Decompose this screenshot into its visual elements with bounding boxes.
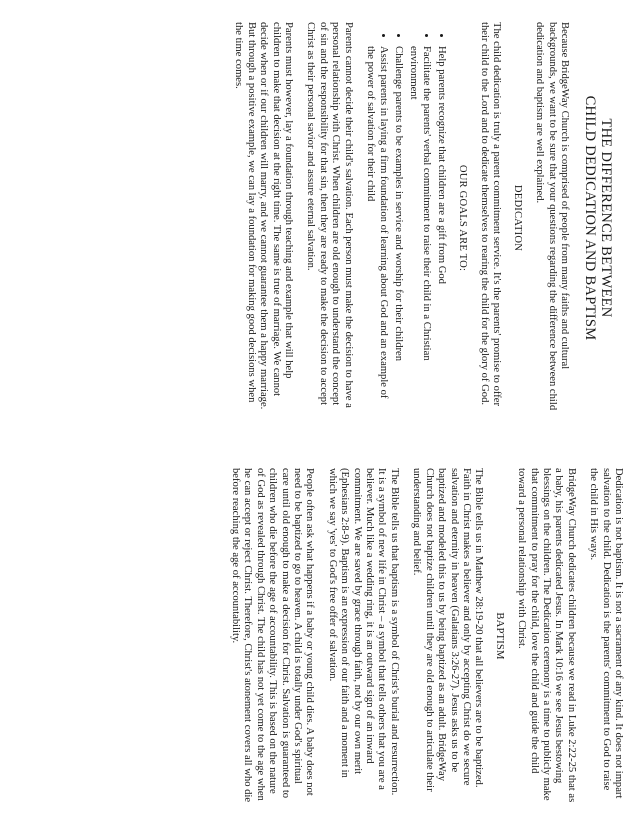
dedication-paragraph-4: Dedication is not baptism. It is not a sacrament of any kind. It does not impart salvation to the child. Dedication is the parents' commitment to God to raise the child in His ways. [588,468,624,799]
dedication-paragraph-5: BridgeWay Church dedicates children because we read in Luke 2:22-25 that as a baby, his parents dedicated Jesus. In Mark 10:16 we see Jesus bestowing blessings on the children. The Dedication ceremony is a time to publicly make that commitment to pray for the child, love the child and guide the child toward a personal relationship with Christ. [516,468,577,803]
dedication-heading: DEDICATION [511,184,523,252]
baptism-paragraph-3: People often ask what happens if a baby or young child dies. A baby does not need to be baptized to go to heaven. A child is totally under God's spiritual care until old enough to make a decision for Christ. Salvation is guaranteed to children who die before the age of accountability. This is based on the nature of God as revealed through Christ. The child has not yet come to the age when he can accept or reject Christ. Therefore, Christ's atonement covers all who die before reaching the age of accountability. [230,468,316,803]
dedication-paragraph-2: Parents cannot decide their child's salvation. Each person must make the decision to have a personal relationship with Christ. When children are old enough to understand the concept of sin and the responsibility for that sin, then they are ready to make the decision to accept Christ as their personal savior and assure eternal salvation. [305,22,354,408]
page-title-line-2: CHILD DEDICATION AND BAPTISM [582,95,598,341]
left-column [222,22,570,414]
goals-heading: OUR GOALS ARE TO: [456,164,468,272]
goal-item: • Facilitate the parents' verbal commitment to raise their child in a Christian environment [407,46,432,414]
page-title-line-1: THE DIFFERENCE BETWEEN [598,118,614,318]
right-column [219,468,624,804]
dedication-paragraph-1: The child dedication is truly a parent commitment service. It's the parents' promise to offer their child to the Lord and to dedicate themselves to rearing the child for the glory of God. [478,22,503,406]
intro-paragraph: Because BridgeWay Church is comprised of people from many faiths and cultural backgrounds, we want to be sure that your questions regarding the difference between child dedication and baptism are well explained. [534,22,570,411]
goal-item: • Assist parents in laying a firm foundation of learning about God and an example of the power of salvation for their child [364,46,389,414]
goals-list [364,22,447,414]
baptism-paragraph-1: The Bible tells us in Matthew 28:19-20 that all believers are to be baptized. Faith in Christ makes a believer and only by accepting Christ do we secure salvation and eternity in heaven (Galatians 3:26-27). Jesus asks us to be baptized and modeled this to us by being baptized as an adult. BridgeWay Church does not baptize children until they are old enough to articulate their understanding and belief. [411,468,485,792]
dedication-paragraph-3: Parents must however, lay a foundation through teaching and example that will help children to make that decision at the right time. The same is true of marriage. We cannot decide when or if our children will marry, and we cannot guarantee them a happy marriage. But through a positive example, we can lay a foundation for making good decisions when the time comes. [233,22,295,410]
goal-item: • Challenge parents to be examples in service and worship for their children [392,46,404,414]
goal-item: • Help parents recognize that children are a gift from God [435,46,447,414]
baptism-paragraph-2: The Bible tells us that baptism is a symbol of Christ's burial and resurrection. It is a symbol of new life in Christ – a symbol that tells others that you are a believer. Much like a wedding ring, it is an outward sign of an inward commitment. We are saved by grace through faith, not by our own merit (Ephesians 2:8-9). Baptism is an expression of our faith and a moment in which we say 'yes' to God's free offer of salvation. [326,468,400,796]
baptism-heading: BAPTISM [493,612,505,660]
title-block [582,22,614,414]
